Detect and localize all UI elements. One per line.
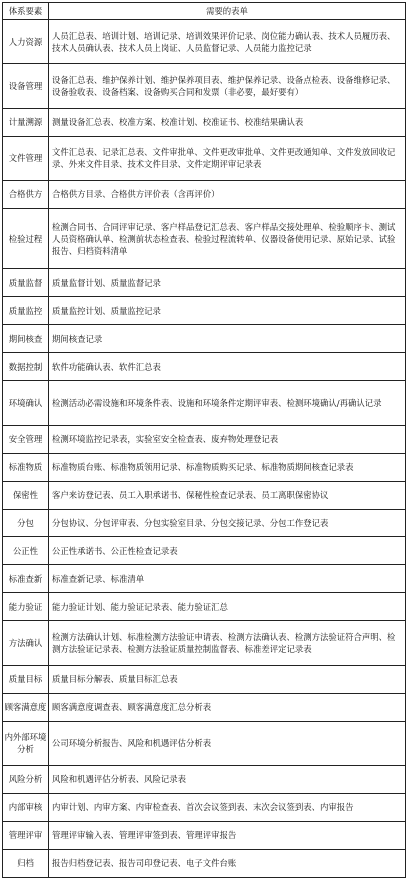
category-cell: 计量溯源 bbox=[3, 108, 49, 136]
category-cell: 方法确认 bbox=[3, 621, 49, 665]
table-row bbox=[3, 325, 406, 353]
forms-cell: 检测活动必需设施和环境条件表、设施和环境条件定期评审表、检测环境确认/再确认记录 bbox=[49, 381, 406, 425]
table-row bbox=[3, 297, 406, 325]
category-cell: 人力资源 bbox=[3, 20, 49, 64]
category-cell: 分包 bbox=[3, 509, 49, 537]
table-row bbox=[3, 621, 406, 665]
header-forms: 需要的表单 bbox=[49, 3, 406, 20]
table-row bbox=[3, 565, 406, 593]
forms-cell: 检测方法确认计划、标准检测方法验证申请表、检测方法确认表、检测方法验证符合声明、检测方法验证记录表、检测方法验证质量控制监督表、标准差评定记录表 bbox=[49, 621, 406, 665]
category-cell: 数据控制 bbox=[3, 353, 49, 381]
table-row bbox=[3, 180, 406, 208]
category-cell: 设备管理 bbox=[3, 64, 49, 108]
category-cell: 标准物质 bbox=[3, 453, 49, 481]
table-row bbox=[3, 793, 406, 821]
table-row bbox=[3, 509, 406, 537]
table-row bbox=[3, 425, 406, 453]
category-cell: 归档 bbox=[3, 849, 49, 877]
forms-cell: 分包协议、分包评审表、分包实验室目录、分包交接记录、分包工作登记表 bbox=[49, 509, 406, 537]
table-row bbox=[3, 721, 406, 765]
category-cell: 能力验证 bbox=[3, 593, 49, 621]
category-cell: 风险分析 bbox=[3, 765, 49, 793]
header-category: 体系要素 bbox=[3, 3, 49, 20]
forms-cell: 公正性承诺书、公正性检查记录表 bbox=[49, 537, 406, 565]
forms-cell: 检测环境监控记录表，实验室安全检查表、废弃物处理登记表 bbox=[49, 425, 406, 453]
forms-cell: 标准物质台账、标准物质领用记录、标准物质购买记录、标准物质期间核查记录表 bbox=[49, 453, 406, 481]
forms-cell: 期间核查记录 bbox=[49, 325, 406, 353]
table-row bbox=[3, 693, 406, 721]
table-row bbox=[3, 269, 406, 297]
forms-cell: 顾客满意度调查表、顾客满意度汇总分析表 bbox=[49, 693, 406, 721]
forms-cell: 测量设备汇总表、校准方案、校准计划、校准证书、校准结果确认表 bbox=[49, 108, 406, 136]
forms-cell: 管理评审输入表、管理评审签到表、管理评审报告 bbox=[49, 821, 406, 849]
category-cell: 环境确认 bbox=[3, 381, 49, 425]
table-row bbox=[3, 208, 406, 269]
category-cell: 内部审核 bbox=[3, 793, 49, 821]
table-row bbox=[3, 64, 406, 108]
forms-cell: 文件汇总表、记录汇总表、文件审批单、文件更改审批单、文件更改通知单、文件发放回收记录、外来文件目录、技术文件目录、文件定期评审记录表 bbox=[49, 136, 406, 180]
category-cell: 文件管理 bbox=[3, 136, 49, 180]
category-cell: 安全管理 bbox=[3, 425, 49, 453]
forms-cell: 标准查新记录、标准清单 bbox=[49, 565, 406, 593]
category-cell: 内外部环境分析 bbox=[3, 721, 49, 765]
table-row bbox=[3, 665, 406, 693]
forms-cell: 设备汇总表、维护保养计划、维护保养项目表、维护保养记录、设备点检表、设备维修记录、设备验收表、设备档案、设备购买合同和发票（非必要，最好要有） bbox=[49, 64, 406, 108]
forms-cell: 合格供方目录、合格供方评价表（含再评价） bbox=[49, 180, 406, 208]
category-cell: 质量目标 bbox=[3, 665, 49, 693]
forms-cell: 公司环境分析报告、风险和机遇评估分析表 bbox=[49, 721, 406, 765]
table-row bbox=[3, 20, 406, 64]
table-row bbox=[3, 849, 406, 877]
category-cell: 顾客满意度 bbox=[3, 693, 49, 721]
category-cell: 期间核查 bbox=[3, 325, 49, 353]
table-row bbox=[3, 453, 406, 481]
table-row bbox=[3, 765, 406, 793]
forms-cell: 风险和机遇评估分析表、风险记录表 bbox=[49, 765, 406, 793]
table-row bbox=[3, 136, 406, 180]
category-cell: 质量监控 bbox=[3, 297, 49, 325]
category-cell: 公正性 bbox=[3, 537, 49, 565]
table-row bbox=[3, 537, 406, 565]
forms-cell: 内审计划、内审方案、内审检查表、首次会议签到表、末次会议签到表、内审报告 bbox=[49, 793, 406, 821]
table-row bbox=[3, 353, 406, 381]
forms-cell: 报告归档登记表、报告司印登记表、电子文件台账 bbox=[49, 849, 406, 877]
forms-cell: 能力验证计划、能力验证记录表、能力验证汇总 bbox=[49, 593, 406, 621]
forms-cell: 人员汇总表、培训计划、培训记录、培训效果评价记录、岗位能力确认表、技术人员履历表、技术人员确认表、技术人员上岗证、人员监督记录、人员能力监控记录 bbox=[49, 20, 406, 64]
forms-cell: 软件功能确认表、软件汇总表 bbox=[49, 353, 406, 381]
forms-cell: 客户来访登记表、员工入职承诺书、保秘性检查记录表、员工离职保密协议 bbox=[49, 481, 406, 509]
category-cell: 保密性 bbox=[3, 481, 49, 509]
header-row bbox=[3, 3, 406, 20]
table-row bbox=[3, 821, 406, 849]
category-cell: 质量监督 bbox=[3, 269, 49, 297]
table-row bbox=[3, 108, 406, 136]
table-row bbox=[3, 481, 406, 509]
table-row bbox=[3, 593, 406, 621]
forms-cell: 质量监督计划、质量监督记录 bbox=[49, 269, 406, 297]
table-row bbox=[3, 381, 406, 425]
forms-cell: 质量目标分解表、质量目标汇总表 bbox=[49, 665, 406, 693]
category-cell: 合格供方 bbox=[3, 180, 49, 208]
category-cell: 标准查新 bbox=[3, 565, 49, 593]
forms-table-document bbox=[2, 2, 405, 878]
category-cell: 检验过程 bbox=[3, 208, 49, 269]
category-cell: 管理评审 bbox=[3, 821, 49, 849]
forms-cell: 质量监控计划、质量监控记录 bbox=[49, 297, 406, 325]
forms-table bbox=[2, 2, 406, 878]
forms-cell: 检测合同书、合同评审记录、客户样品登记汇总表、客户样品交接处理单、检验顺序卡、测试人员资格确认单、检测前状态检查表、检验过程流转单、仪器设备使用记录、原始记录、试验报告、归档资料清单 bbox=[49, 208, 406, 269]
